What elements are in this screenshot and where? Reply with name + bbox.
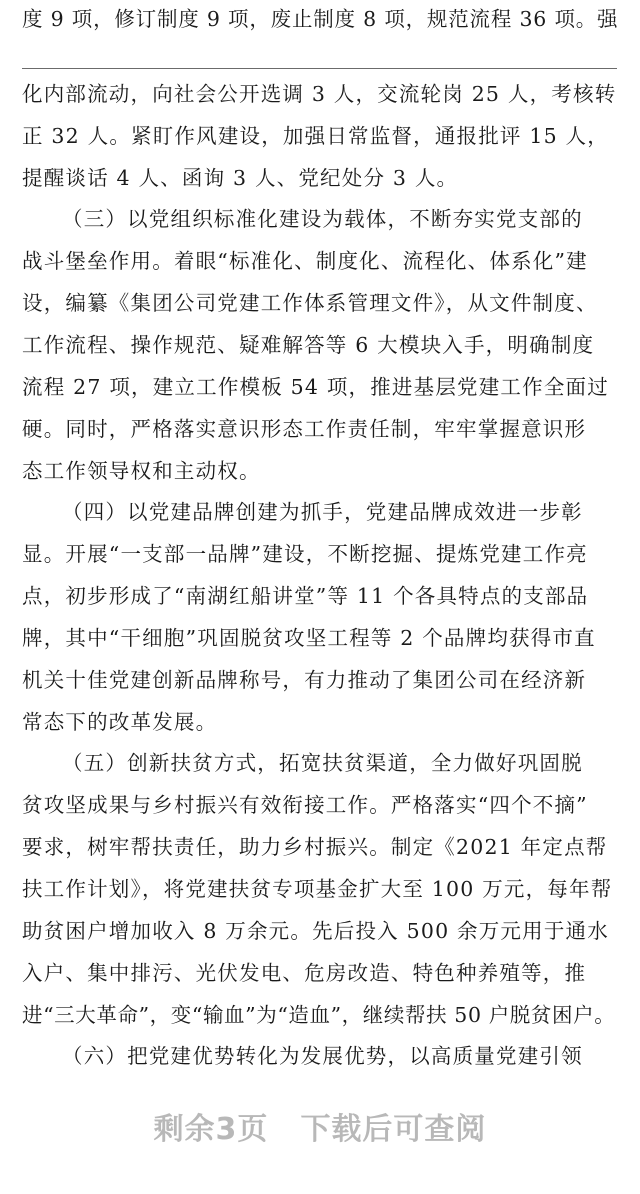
text-line: 点，初步形成了“南湖红船讲堂”等 11 个各具特点的支部品	[22, 584, 589, 608]
remaining-pages-label[interactable]: 剩余3页	[153, 1112, 269, 1147]
text-line: 提醒谈话 4 人、函询 3 人、党纪处分 3 人。	[22, 166, 459, 190]
section-heading-3: （三）以党组织标准化建设为载体，不断夯实党支部的	[62, 207, 583, 231]
page-divider	[22, 68, 617, 69]
text-line: 战斗堡垒作用。着眼“标准化、制度化、流程化、体系化”建	[22, 249, 588, 273]
text-line: 入户、集中排污、光伏发电、危房改造、特色种养殖等，推	[22, 961, 587, 985]
text-line: 助贫困户增加收入 8 万余元。先后投入 500 余万元用于通水	[22, 919, 609, 943]
text-line: 牌，其中“干细胞”巩固脱贫攻坚工程等 2 个品牌均获得市直	[22, 626, 596, 650]
text-line: 化内部流动，向社会公开选调 3 人，交流轮岗 25 人，考核转	[22, 82, 617, 106]
section-heading-5: （五）创新扶贫方式，拓宽扶贫渠道，全力做好巩固脱	[62, 751, 583, 775]
download-prompt-banner[interactable]	[0, 1100, 640, 1160]
text-line: 态工作领导权和主动权。	[22, 459, 261, 483]
section-heading-6: （六）把党建优势转化为发展优势，以高质量党建引领	[62, 1044, 583, 1068]
text-line: 显。开展“一支部一品牌”建设，不断挖掘、提炼党建工作亮	[22, 542, 588, 566]
text-line: 正 32 人。紧盯作风建设，加强日常监督，通报批评 15 人，	[22, 124, 609, 148]
text-line: 硬。同时，严格落实意识形态工作责任制，牢牢掌握意识形	[22, 417, 587, 441]
text-line: 工作流程、操作规范、疑难解答等 6 大模块入手，明确制度	[22, 333, 595, 357]
page-gap	[0, 44, 640, 70]
text-line: 要求，树牢帮扶责任，助力乡村振兴。制定《2021 年定点帮	[22, 835, 608, 859]
top-text-line: 度 9 项，修订制度 9 项，废止制度 8 项，规范流程 36 项。强	[22, 7, 619, 31]
text-line: 机关十佳党建创新品牌称号，有力推动了集团公司在经济新	[22, 668, 587, 692]
text-line: 流程 27 项，建立工作模板 54 项，推进基层党建工作全面过	[22, 375, 609, 399]
text-line: 进“三大革命”，变“输血”为“造血”，继续帮扶 50 户脱贫困户。	[22, 1003, 616, 1027]
text-line: 常态下的改革发展。	[22, 710, 218, 734]
download-to-view-label[interactable]: 下载后可查阅	[300, 1112, 487, 1147]
section-heading-4: （四）以党建品牌创建为抓手，党建品牌成效进一步彰	[62, 500, 583, 524]
text-line: 设，编纂《集团公司党建工作体系管理文件》，从文件制度、	[22, 291, 598, 315]
previous-page-fragment	[0, 0, 640, 44]
text-line: 扶工作计划》，将党建扶贫专项基金扩大至 100 万元，每年帮	[22, 877, 613, 901]
text-line: 贫攻坚成果与乡村振兴有效衔接工作。严格落实“四个不摘”	[22, 793, 588, 817]
